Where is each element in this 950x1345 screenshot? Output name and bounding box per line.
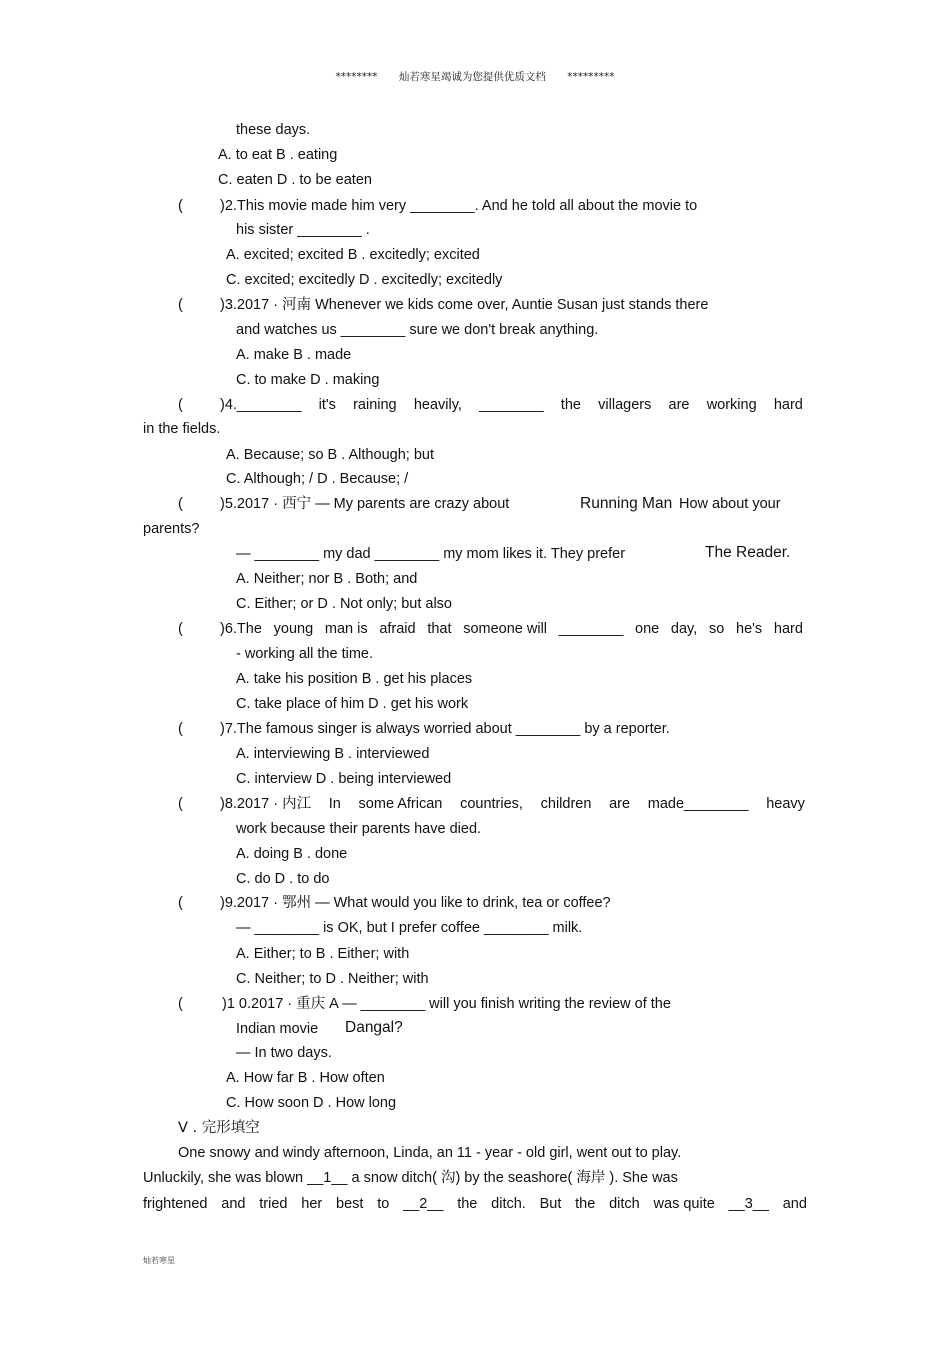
q1-options-cd: C. eaten D . to be eaten	[218, 172, 372, 188]
q2-options-ab: A. excited; excited B . excitedly; excited	[226, 247, 480, 263]
q7-stem-line	[178, 720, 670, 738]
q3-stem-2: and watches us ________ sure we don't break anything.	[236, 322, 599, 338]
passage-word: was quite	[653, 1196, 715, 1212]
q5-line-3: — ________ my dad ________ my mom likes it. They prefer	[236, 546, 626, 562]
blank-3: __3__	[728, 1196, 769, 1212]
q8-word: some African	[358, 796, 443, 812]
passage-line-1: One snowy and windy afternoon, Linda, an 11 - year - old girl, went out to play.	[178, 1145, 682, 1161]
q6-stem-line	[220, 620, 803, 638]
q6-options-ab: A. take his position B . get his places	[236, 671, 473, 687]
passage-word: to	[377, 1196, 390, 1212]
q2-stem: )2.This movie made him very ________. And he told all about the movie to	[220, 198, 698, 214]
passage-line-2	[143, 1169, 678, 1187]
q8-stem-2: work because their parents have died.	[236, 821, 482, 837]
header-left-stars: ********	[335, 71, 378, 83]
q6-word: young	[273, 621, 314, 637]
passage-word: ditch.	[491, 1196, 526, 1212]
passage-word: best	[336, 1196, 364, 1212]
q3-options-ab: A. make B . made	[236, 347, 352, 363]
q6-word: day,	[670, 621, 698, 637]
page-header	[0, 69, 950, 84]
q6-word: afraid	[379, 621, 416, 637]
q10-options-ab: A. How far B . How often	[226, 1070, 385, 1086]
passage-line-2-b: a snow ditch( 沟) by the seashore( 海岸 ). She was	[347, 1170, 678, 1186]
q7-stem: )7.The famous singer is always worried about ________ by a reporter.	[220, 721, 670, 737]
header-title: 灿若寒星竭诚为您提供优质文档	[398, 71, 546, 83]
q5-paren: (	[178, 496, 183, 512]
passage-word: the	[575, 1196, 596, 1212]
q8-stem-line	[220, 795, 805, 813]
passage-word: frightened	[143, 1196, 208, 1212]
q10-stem-2: Indian movie	[236, 1021, 319, 1037]
q6-word: he's	[736, 621, 763, 637]
passage-line-2-a: Unluckily, she was blown	[143, 1170, 308, 1186]
q4-options-ab: A. Because; so B . Although; but	[226, 447, 434, 463]
q5-title-the-reader: The Reader.	[705, 544, 791, 561]
q8-word: In	[328, 796, 341, 812]
q10-options-cd: C. How soon D . How long	[226, 1095, 397, 1111]
q1-continuation: these days.	[236, 122, 311, 138]
passage-word: But	[539, 1196, 562, 1212]
q3-stem-line	[178, 296, 708, 314]
q7-options-ab: A. interviewing B . interviewed	[236, 746, 430, 762]
q7-options-cd: C. interview D . being interviewed	[236, 771, 452, 787]
q8-paren: (	[178, 796, 183, 812]
q10-paren: (	[178, 996, 183, 1012]
section-heading: V . 完形填空	[178, 1120, 260, 1136]
q6-word: someone will	[463, 621, 548, 637]
q6-word: so	[708, 621, 725, 637]
header-right-stars: *********	[567, 71, 615, 83]
q6-options-cd: C. take place of him D . get his work	[236, 696, 469, 712]
q10-title-dangal: Dangal?	[345, 1019, 403, 1036]
q2-stem-line	[178, 197, 697, 215]
passage-word: tried	[259, 1196, 288, 1212]
q4-paren: (	[178, 397, 183, 413]
q9-line-2: — ________ is OK, but I prefer coffee ________ milk.	[236, 920, 583, 936]
passage-word: ditch	[609, 1196, 640, 1212]
q4-word: ________	[479, 397, 544, 413]
q5-options-ab: A. Neither; nor B . Both; and	[236, 571, 418, 587]
q6-word: hard	[773, 621, 803, 637]
q8-word: children	[540, 796, 592, 812]
q8-word: are	[609, 796, 631, 812]
q6-word: )6.The	[220, 621, 262, 637]
q9-stem: )9.2017 · 鄂州 — What would you like to drink, tea or coffee?	[220, 895, 611, 911]
q6-word: man is	[324, 621, 368, 637]
q6-word: one	[635, 621, 660, 637]
q8-word: )8.2017 · 内江	[220, 796, 312, 812]
q5-stem-line	[178, 495, 509, 513]
q4-word: are	[668, 397, 690, 413]
q10-stem: )1 0.2017 · 重庆 A — ________ will you finish writing the review of the	[222, 996, 671, 1012]
q8-options-cd: C. do D . to do	[236, 871, 330, 887]
q2-stem-2: his sister ________ .	[236, 222, 370, 238]
passage-word: and	[782, 1196, 807, 1212]
passage-word: and	[221, 1196, 246, 1212]
q5-title-running-man: Running Man	[580, 495, 673, 512]
q4-word: )4.________	[220, 397, 302, 413]
passage-word: her	[301, 1196, 323, 1212]
q8-word: heavy	[766, 796, 805, 812]
q4-word: working	[706, 397, 757, 413]
q4-word: hard	[773, 397, 803, 413]
q9-paren: (	[178, 895, 183, 911]
q4-options-cd: C. Although; / D . Because; /	[226, 471, 409, 487]
q3-paren: (	[178, 297, 183, 313]
q5-stem-2: parents?	[143, 521, 200, 537]
q4-stem-line	[220, 396, 803, 414]
q6-paren: (	[178, 621, 183, 637]
q4-word: raining	[353, 397, 397, 413]
q3-options-cd: C. to make D . making	[236, 372, 380, 388]
q5-stem-end: How about your	[679, 496, 781, 512]
q9-stem-line	[178, 894, 611, 912]
q5-stem: )5.2017 · 西宁 — My parents are crazy about	[220, 496, 510, 512]
q6-word: ________	[558, 621, 624, 637]
q4-word: the	[560, 397, 581, 413]
passage-word: the	[457, 1196, 478, 1212]
q8-word: countries,	[460, 796, 523, 812]
blank-2: __2__	[403, 1196, 444, 1212]
q4-word: villagers	[598, 397, 652, 413]
q8-options-ab: A. doing B . done	[236, 846, 348, 862]
q10-stem-line	[178, 995, 671, 1013]
q6-word: that	[427, 621, 452, 637]
q5-options-cd: C. Either; or D . Not only; but also	[236, 596, 452, 612]
q4-stem-2: in the fields.	[143, 421, 221, 437]
passage-line-3	[143, 1195, 807, 1213]
q7-paren: (	[178, 721, 183, 737]
q4-word: it's	[318, 397, 336, 413]
q6-stem-2: - working all the time.	[236, 646, 373, 662]
q4-word: heavily,	[413, 397, 462, 413]
q1-options-ab: A. to eat B . eating	[218, 147, 338, 163]
page-footer: 灿若寒星	[143, 1256, 175, 1265]
q10-answer: — In two days.	[236, 1045, 332, 1061]
q3-stem: )3.2017 · 河南 Whenever we kids come over, Auntie Susan just stands there	[220, 297, 709, 313]
q2-options-cd: C. excited; excitedly D . excitedly; excitedly	[226, 272, 503, 288]
q8-word: made________	[647, 796, 749, 812]
blank-1: __1__	[307, 1170, 348, 1186]
q9-options-ab: A. Either; to B . Either; with	[236, 946, 410, 962]
q2-paren: (	[178, 198, 183, 214]
q9-options-cd: C. Neither; to D . Neither; with	[236, 971, 429, 987]
